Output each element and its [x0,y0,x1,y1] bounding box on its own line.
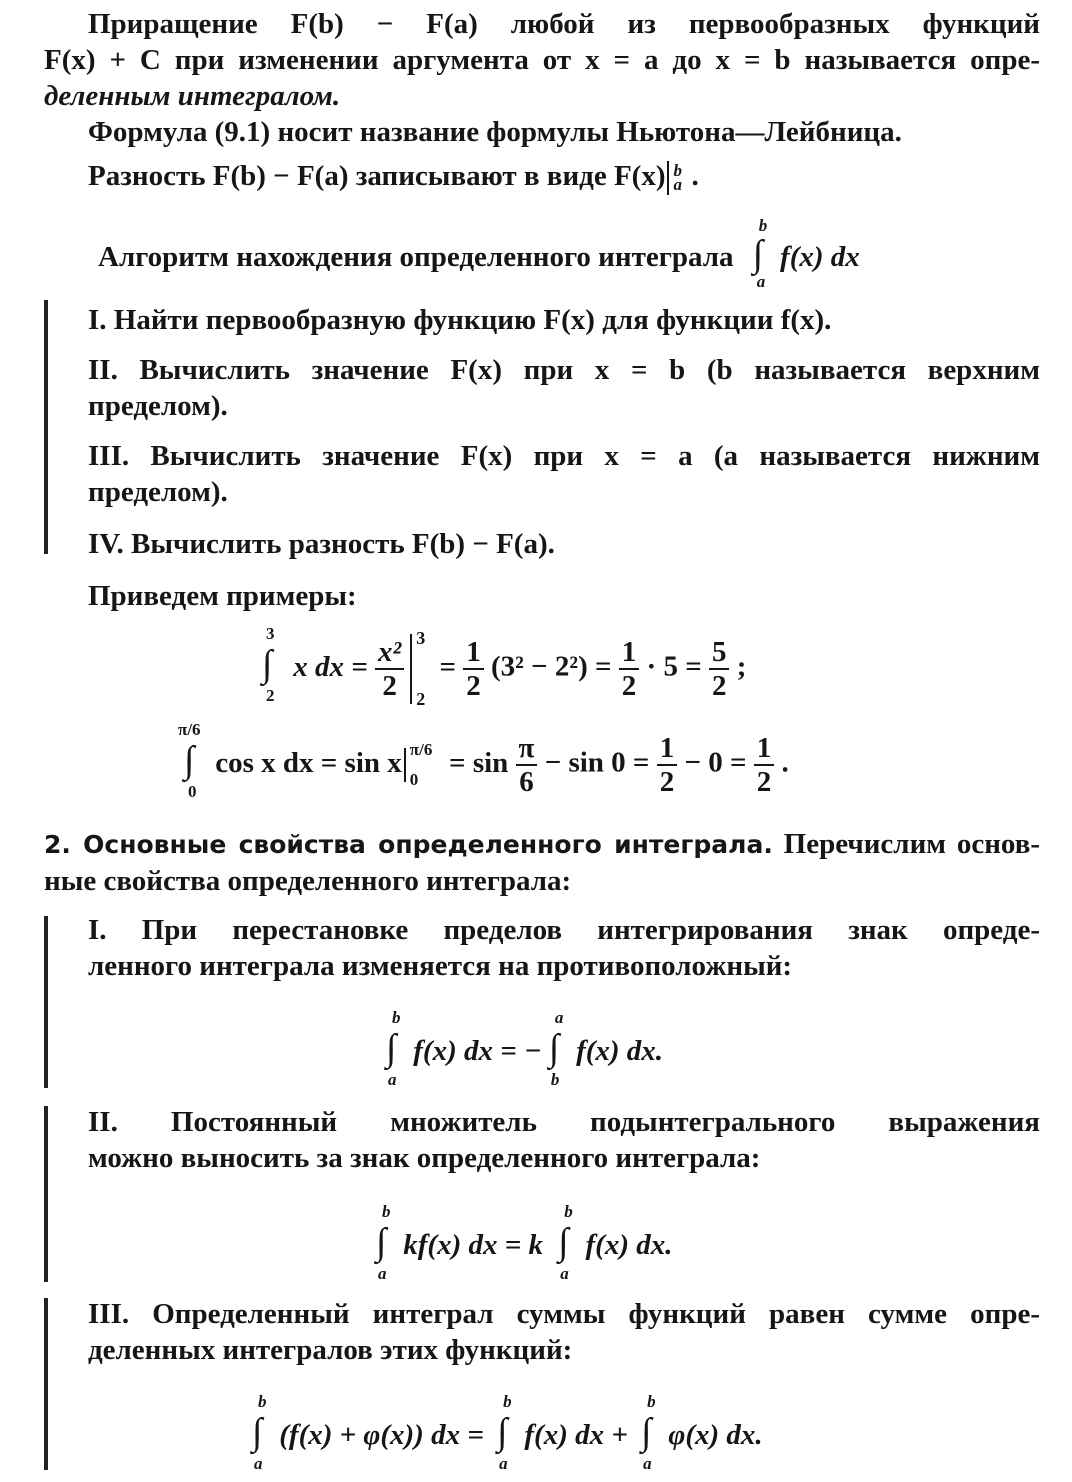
property-1-margin-bar [44,916,48,1088]
ex1-f2-num: 1 [463,636,484,670]
section-2-intro [44,826,1040,899]
integral-sign: ∫ b a [497,1392,512,1473]
p1-a-upper: b [392,1008,401,1027]
ex1-fraction-4 [709,636,730,702]
integral-sign: ∫ b a [558,1202,573,1283]
integral-sign: ∫ 3 2 [262,623,275,705]
property-1-line-2: ленного интеграла изменяется на противоположный: [88,950,793,982]
p3-b-upper: b [503,1392,512,1411]
ex1-lower-limit: 2 [266,685,275,705]
algorithm-margin-bar [44,300,48,554]
property-2-margin-bar [44,1106,48,1282]
intro-line-1: Приращение F(b) − F(a) любой из первообразных функций [88,8,1040,40]
p3-a-upper: b [258,1392,267,1411]
ex1-f4-den: 2 [711,670,727,702]
property-2-line-2: можно выносить за знак определенного интеграла: [88,1142,761,1174]
algorithm-step-4: IV. Вычислить разность F(b) − F(a). [88,528,555,560]
p3-c-upper: b [647,1392,656,1411]
integral-sign: ∫ π/6 0 [178,719,201,801]
algorithm-step-3-cont: пределом). [88,476,228,508]
ex1-f3-num: 1 [619,636,640,670]
p2-a-lower: a [378,1264,387,1283]
algorithm-step-1: I. Найти первообразную функцию F(x) для функции f(x). [88,304,832,336]
p3-left: (f(x) + φ(x)) dx = [279,1419,484,1451]
ex2-integrand: cos x dx = sin x [215,746,402,779]
property-2-line-1: II. Постоянный множитель подынтегрального выражения [88,1106,1040,1138]
evaluation-bar [667,161,682,195]
ex1-fraction-3 [619,636,640,702]
ex2-eval-lower: 0 [409,770,419,789]
title-integrand: f(x) dx [780,241,860,273]
ex1-f4-num: 5 [709,636,730,670]
eval-lower: a [673,175,682,195]
property-3-margin-bar [44,1298,48,1470]
property-1-formula [386,1008,664,1089]
ex2-mid2: − 0 = [684,746,747,779]
ex1-integrand: x dx = [293,650,368,683]
ex2-lower-limit: 0 [188,781,197,801]
section-2-line-2: ные свойства определенного интеграла: [44,865,572,897]
ex2-f2-den: 2 [659,766,675,798]
algorithm-title-text: Алгоритм нахождения определенного интеграла [98,241,734,273]
p2-right: f(x) dx. [585,1229,673,1261]
algorithm-title [98,216,860,291]
intro-line-2: F(x) + C при изменении аргумента от x = a до x = b называется опре- [44,44,1040,76]
ex1-fraction-2 [463,636,484,702]
property-3-formula [252,1392,763,1473]
difference-text: Разность F(b) − F(a) записывают в виде F(x) [88,160,666,192]
p2-b-lower: a [560,1264,569,1283]
algorithm-step-2-cont: пределом). [88,390,228,422]
ex2-f3-num: 1 [754,732,775,766]
ex2-f1-den: 6 [519,766,534,798]
ex2-f2-num: 1 [657,732,678,766]
ex1-f2-den: 2 [466,670,481,702]
property-3-line-2: деленных интегралов этих функций: [88,1334,573,1366]
definition-term: деленным интегралом. [44,80,341,112]
ex2-f3-den: 2 [756,766,772,798]
ex1-mid2: · 5 = [646,650,702,683]
difference-notation: Разность F(b) − F(a) записывают в виде F(x) b a . [88,158,699,195]
ex1-eval-lower: 2 [416,689,426,709]
integral-sign: ∫ b a [252,1392,267,1473]
p2-b-upper: b [564,1202,573,1221]
examples-label: Приведем примеры: [88,580,357,612]
p3-a-lower: a [254,1454,263,1473]
ex2-end: . [781,746,789,779]
ex2-eq: = sin [449,746,509,779]
ex1-end: ; [736,650,747,683]
p1-right: f(x) dx. [576,1035,664,1067]
p2-left: kf(x) dx = k [403,1229,543,1261]
integral-sign: ∫ b a [641,1392,656,1473]
property-3-line-1: III. Определенный интеграл суммы функций равен сумме опре- [88,1298,1040,1330]
ex1-eval-upper: 3 [416,628,426,648]
ex2-fraction-3 [754,732,775,798]
algorithm-step-3: III. Вычислить значение F(x) при x = a (a называется нижним [88,440,1040,472]
ex2-fraction-1 [516,732,538,798]
ex2-upper-limit: π/6 [178,719,201,739]
p3-mid: f(x) dx + [524,1419,628,1451]
ex2-eval-upper: π/6 [409,740,433,759]
p3-right: φ(x) dx. [668,1419,763,1451]
p1-b-upper: a [554,1008,564,1027]
title-lower-limit: a [756,272,766,291]
ex1-mid: (3² − 2²) = [491,650,612,683]
ex1-frac-num: x² [375,636,404,670]
eval-upper: b [673,161,682,181]
ex2-mid: − sin 0 = [544,746,650,779]
algorithm-step-2: II. Вычислить значение F(x) при x = b (b называется верхним [88,354,1040,386]
p1-a-lower: a [388,1070,397,1089]
ex1-frac-den: 2 [382,670,397,702]
integral-sign: ∫ a b [548,1008,564,1089]
ex2-fraction-2 [657,732,678,798]
ex2-f1-num: π [516,732,538,766]
ex1-fraction [375,636,404,702]
p1-left: f(x) dx = − [413,1035,542,1067]
example-1-formula [262,623,747,709]
title-upper-limit: b [758,216,768,235]
section-2-line-1 [44,826,1040,863]
p3-c-lower: a [643,1454,652,1473]
ex1-upper-limit: 3 [266,623,275,643]
newton-leibniz-note: Формула (9.1) носит название формулы Ньютона—Лейбница. [88,116,902,148]
integral-sign: ∫ b a [376,1202,391,1283]
integral-sign: ∫ b a [386,1008,401,1089]
ex1-eq: = [439,650,457,683]
integral-sign: ∫ b a [752,216,768,291]
property-1-line-1: I. При перестановке пределов интегрирования знак опреде- [88,914,1040,946]
section-2-heading: 2. Основные свойства определенного интеграла. [44,830,773,859]
example-2-formula [178,719,789,801]
ex1-eval-bar [410,628,426,709]
p2-a-upper: b [382,1202,391,1221]
ex2-eval-bar [404,740,433,789]
section-2-text: Перечислим основ- [783,828,1041,860]
p3-b-lower: a [499,1454,508,1473]
p1-b-lower: b [550,1070,560,1089]
ex1-f3-den: 2 [621,670,637,702]
property-2-formula [376,1202,673,1283]
